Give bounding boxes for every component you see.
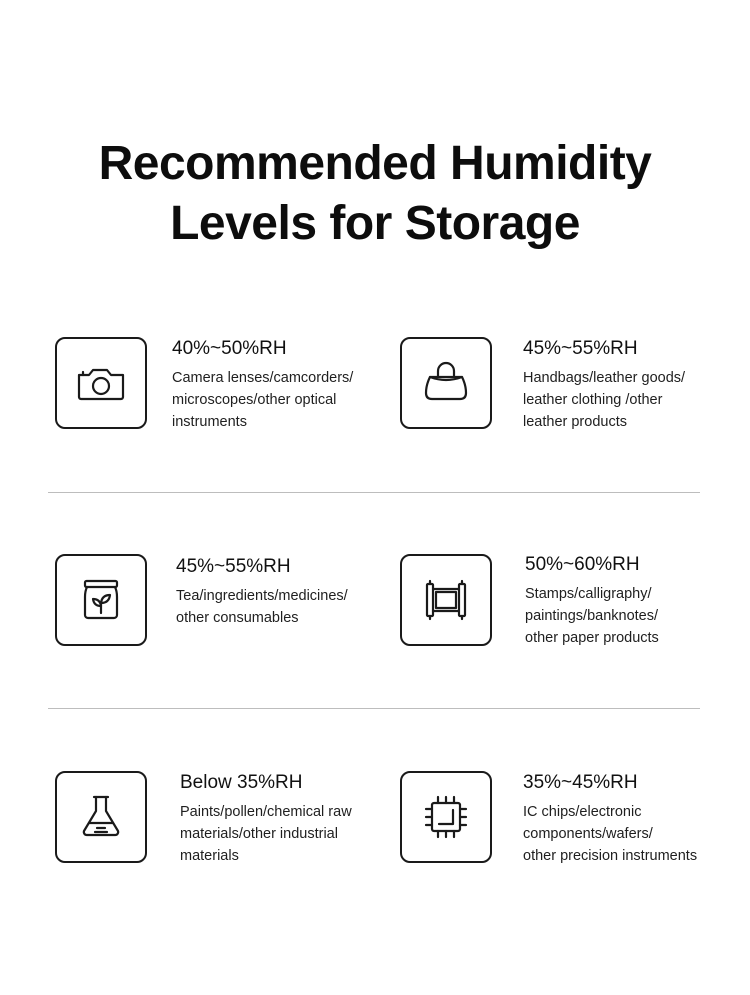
description-line: IC chips/electronic bbox=[523, 804, 642, 820]
description-line: Camera lenses/camcorders/ bbox=[172, 370, 354, 386]
tea-jar-icon bbox=[71, 570, 131, 630]
chip-icon-box bbox=[400, 771, 492, 863]
humidity-level: 35%~45%RH bbox=[523, 772, 638, 793]
page-title bbox=[0, 134, 750, 254]
description-line: Paints/pollen/chemical raw bbox=[180, 804, 352, 820]
page-title-line-1: Recommended Humidity bbox=[98, 137, 652, 191]
humidity-level: 40%~50%RH bbox=[172, 338, 287, 359]
item-description bbox=[523, 367, 685, 433]
camera-icon-box bbox=[55, 337, 147, 429]
item-description bbox=[176, 585, 348, 629]
scroll-icon-box bbox=[400, 554, 492, 646]
item-description bbox=[523, 801, 697, 867]
description-line: Handbags/leather goods/ bbox=[523, 370, 686, 386]
item-description bbox=[172, 367, 353, 433]
flask-icon bbox=[71, 787, 131, 847]
description-line: leather clothing /other bbox=[523, 392, 663, 408]
description-line: components/wafers/ bbox=[523, 826, 653, 842]
description-line: instruments bbox=[172, 414, 247, 430]
item-description bbox=[180, 801, 352, 867]
humidity-level: 45%~55%RH bbox=[176, 556, 291, 577]
description-line: other precision instruments bbox=[523, 848, 698, 864]
humidity-level: 45%~55%RH bbox=[523, 338, 638, 359]
description-line: paintings/banknotes/ bbox=[525, 608, 659, 624]
description-line: materials bbox=[180, 848, 239, 864]
camera-icon bbox=[71, 353, 131, 413]
description-line: materials/other industrial bbox=[180, 826, 338, 842]
item-description bbox=[525, 583, 659, 649]
humidity-level: Below 35%RH bbox=[180, 772, 303, 793]
tea-jar-icon-box bbox=[55, 554, 147, 646]
handbag-icon-box bbox=[400, 337, 492, 429]
divider-1 bbox=[48, 492, 700, 493]
description-line: microscopes/other optical bbox=[172, 392, 337, 408]
page-title-line-2: Levels for Storage bbox=[170, 197, 580, 251]
description-line: Tea/ingredients/medicines/ bbox=[176, 588, 348, 604]
description-line: other consumables bbox=[176, 610, 299, 626]
description-line: Stamps/calligraphy/ bbox=[525, 586, 652, 602]
scroll-icon bbox=[416, 570, 476, 630]
humidity-level: 50%~60%RH bbox=[525, 554, 640, 575]
description-line: other paper products bbox=[525, 630, 659, 646]
description-line: leather products bbox=[523, 414, 627, 430]
flask-icon-box bbox=[55, 771, 147, 863]
handbag-icon bbox=[416, 353, 476, 413]
chip-icon bbox=[416, 787, 476, 847]
divider-2 bbox=[48, 708, 700, 709]
